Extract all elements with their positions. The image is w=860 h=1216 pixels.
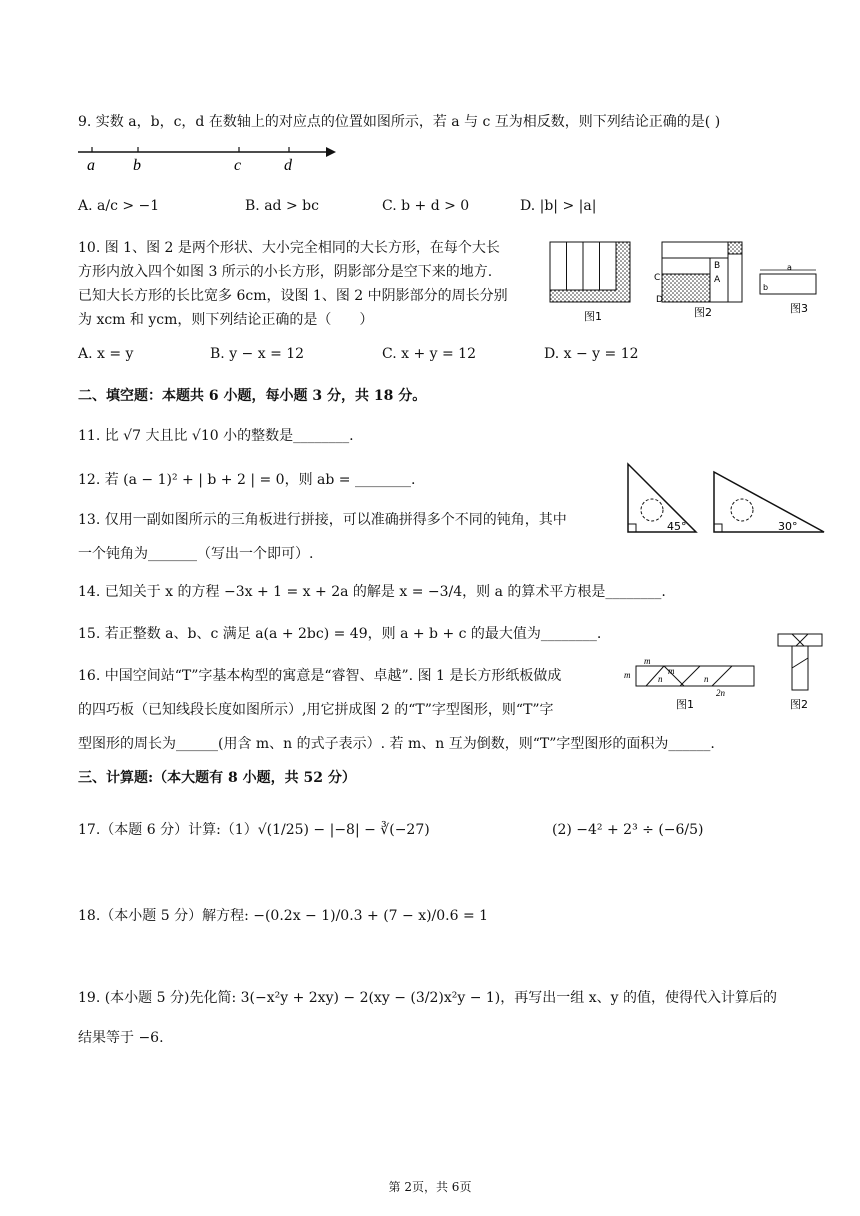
q17-part-2: (2) −4² + 2³ ÷ (−6/5)	[552, 822, 704, 838]
q10-line-1: 10. 图 1、图 2 是两个形状、大小完全相同的大长方形，在每个大长	[78, 240, 500, 256]
fig2-letter-b: B	[714, 261, 721, 271]
number-line-figure	[74, 140, 338, 176]
fig1-letter-n1: n	[658, 674, 663, 684]
fig1-letter-m3: m	[668, 666, 675, 676]
q19-line-1: 19. (本小题 5 分)先化简: 3(−x²y + 2xy) − 2(xy − (3/2)x²y − 1)，再写出一组 x、y 的值，使得代入计算后的	[78, 990, 777, 1006]
fig3-label: 图3	[790, 302, 808, 315]
angle-label-30: 30°	[778, 520, 798, 533]
fig1-letter-m2: m	[624, 670, 631, 680]
q14-text: 14. 已知关于 x 的方程 −3x + 1 = x + 2a 的解是 x = −3/4，则 a 的算术平方根是________.	[78, 584, 666, 600]
axis-label-d: d	[284, 157, 292, 174]
fig2-letter-c: C	[654, 273, 661, 283]
fig2-letter-a: A	[714, 275, 721, 285]
fig2-label: 图2	[694, 306, 712, 319]
q10-line-4: 为 xcm 和 ycm，则下列结论正确的是（ ）	[78, 312, 374, 328]
q13-line-2: 一个钝角为_______（写出一个即可）.	[78, 546, 314, 562]
q9-option-c: C. b + d > 0	[382, 198, 470, 214]
axis-label-a: a	[87, 157, 95, 174]
q16-line-1: 16. 中国空间站“T”字基本构型的寓意是“睿智、卓越”. 图 1 是长方形纸板做成	[78, 668, 562, 684]
fig1-letter-n2: n	[704, 674, 709, 684]
axis-label-b: b	[133, 157, 141, 174]
q19-line-2: 结果等于 −6.	[78, 1030, 164, 1046]
q16-fig2-label: 图2	[790, 698, 808, 711]
fig1-letter-2n: 2n	[716, 688, 725, 698]
axis-label-c: c	[234, 157, 242, 174]
q10-option-d: D. x − y = 12	[544, 346, 639, 362]
q10-line-2: 方形内放入四个如图 3 所示的小长方形，阴影部分是空下来的地方.	[78, 264, 493, 280]
q10-figures	[544, 236, 834, 326]
q13-line-1: 13. 仅用一副如图所示的三角板进行拼接，可以准确拼得多个不同的钝角，其中	[78, 512, 567, 528]
fig1-letter-m1: m	[644, 656, 651, 666]
q16-figures	[620, 628, 830, 716]
fig1-label: 图1	[584, 310, 602, 323]
q10-option-b: B. y − x = 12	[210, 346, 305, 362]
section-3-heading: 三、计算题:（本大题有 8 小题，共 52 分）	[78, 770, 356, 786]
q17-part-1: 17.（本题 6 分）计算:（1）√(1/25) − |−8| − ∛(−27)	[78, 822, 430, 838]
triangle-rulers-figure	[620, 458, 830, 538]
q10-option-a: A. x = y	[78, 346, 134, 362]
q12-text: 12. 若 (a − 1)² + | b + 2 | = 0，则 ab = ________.	[78, 472, 416, 488]
q10-line-3: 已知大长方形的长比宽多 6cm，设图 1、图 2 中阴影部分的周长分别	[78, 288, 508, 304]
q9-option-b: B. ad > bc	[245, 198, 319, 214]
q9-text: 9. 实数 a，b，c，d 在数轴上的对应点的位置如图所示，若 a 与 c 互为相反数，则下列结论正确的是( )	[78, 114, 721, 130]
q15-text: 15. 若正整数 a、b、c 满足 a(a + 2bc) = 49，则 a + b + c 的最大值为________.	[78, 626, 602, 642]
q10-option-c: C. x + y = 12	[382, 346, 476, 362]
fig2-letter-d: D	[656, 295, 663, 305]
q9-option-a: A. a/c > −1	[78, 198, 160, 214]
page-footer: 第 2页，共 6页	[388, 1180, 472, 1194]
fig3-letter-b: b	[763, 283, 769, 292]
q16-fig1-label: 图1	[676, 698, 694, 711]
q16-line-3: 型图形的周长为______(用含 m、n 的式子表示）. 若 m、n 互为倒数，则“T”字型图形的面积为______.	[78, 736, 715, 752]
q9-option-d: D. |b| > |a|	[520, 198, 597, 214]
angle-label-45: 45°	[667, 520, 687, 533]
q11-text: 11. 比 √7 大且比 √10 小的整数是________.	[78, 428, 354, 444]
q16-line-2: 的四巧板（已知线段长度如图所示）,用它拼成图 2 的“T”字型图形，则“T”字	[78, 702, 554, 718]
fig3-letter-a: a	[787, 263, 792, 272]
section-2-heading: 二、填空题：本题共 6 小题，每小题 3 分，共 18 分。	[78, 388, 427, 404]
q18-text: 18.（本小题 5 分）解方程: −(0.2x − 1)/0.3 + (7 − x)/0.6 = 1	[78, 908, 489, 924]
